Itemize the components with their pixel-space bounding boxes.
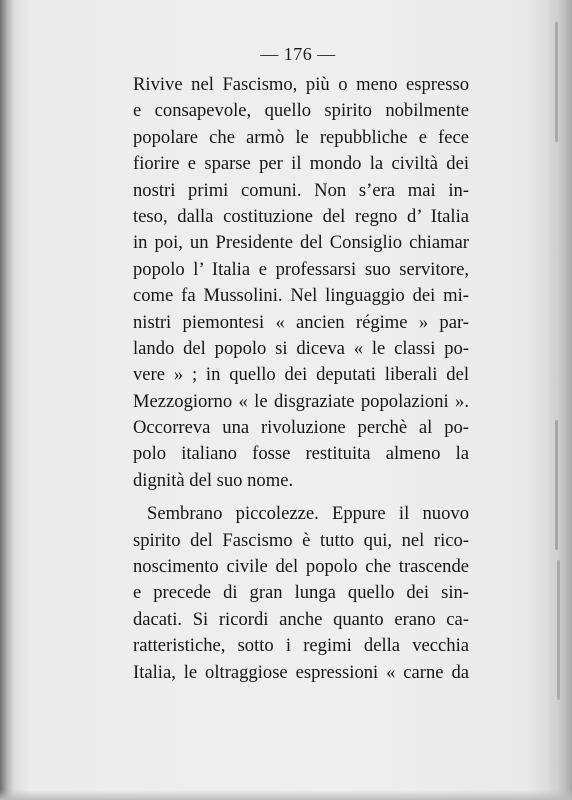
text-line: dacati. Si ricordi anche quanto erano ca-: [133, 608, 469, 630]
text-line: lando del popolo si diceva « le classi po-: [133, 337, 469, 359]
page-edge-mark: [555, 22, 558, 142]
binding-shadow: [0, 0, 14, 800]
page-number: — 176 —: [260, 44, 336, 64]
text-line: Rivive nel Fascismo, più o meno espresso: [133, 74, 469, 95]
paragraph: [133, 72, 469, 494]
text-line: e consapevole, quello spirito nobilmente: [133, 100, 469, 122]
paragraph: [133, 501, 469, 686]
text-line: nostri primi comuni. Non s’era mai in-: [133, 179, 469, 201]
page-edge: [548, 0, 572, 800]
page-edge-mark: [557, 560, 560, 700]
text-line: noscimento civile del popolo che trascende: [133, 556, 469, 578]
text-line: vere » ; in quello dei deputati liberali del: [133, 364, 469, 386]
text-line: Mezzogiorno « le disgraziate popolazioni ».: [133, 390, 469, 412]
text-line: ratteristiche, sotto i regimi della vecchia: [133, 635, 469, 657]
text-line: popolare che armò le repubbliche e fece: [133, 126, 469, 148]
text-line: Italia, le oltraggiose espressioni « carne da: [133, 661, 469, 683]
text-line: fiorire e sparse per il mondo la civiltà dei: [133, 153, 469, 175]
text-line: come fa Mussolini. Nel linguaggio dei mi-: [133, 285, 469, 307]
text-line: Occorreva una rivoluzione perchè al po-: [133, 417, 469, 439]
text-line: Sembrano piccolezze. Eppure il nuovo: [147, 503, 469, 525]
page-bottom-shadow: [0, 790, 572, 800]
text-line: teso, dalla costituzione del regno d’ Italia: [133, 205, 469, 227]
text-line: popolo l’ Italia e professarsi suo servitore,: [133, 258, 469, 280]
text-line: spirito del Fascismo è tutto qui, nel rico-: [133, 529, 469, 551]
body-text: [133, 72, 469, 686]
page-edge-mark: [555, 420, 558, 550]
text-line: in poi, un Presidente del Consiglio chiamar: [133, 232, 469, 254]
paragraph-gap: [133, 494, 469, 501]
text-line: e precede di gran lunga quello dei sin-: [133, 582, 469, 604]
text-line: nistri piemontesi « ancien régime » par-: [133, 311, 469, 333]
text-line: polo italiano fosse restituita almeno la: [133, 443, 469, 465]
text-line: dignità del suo nome.: [133, 469, 294, 491]
